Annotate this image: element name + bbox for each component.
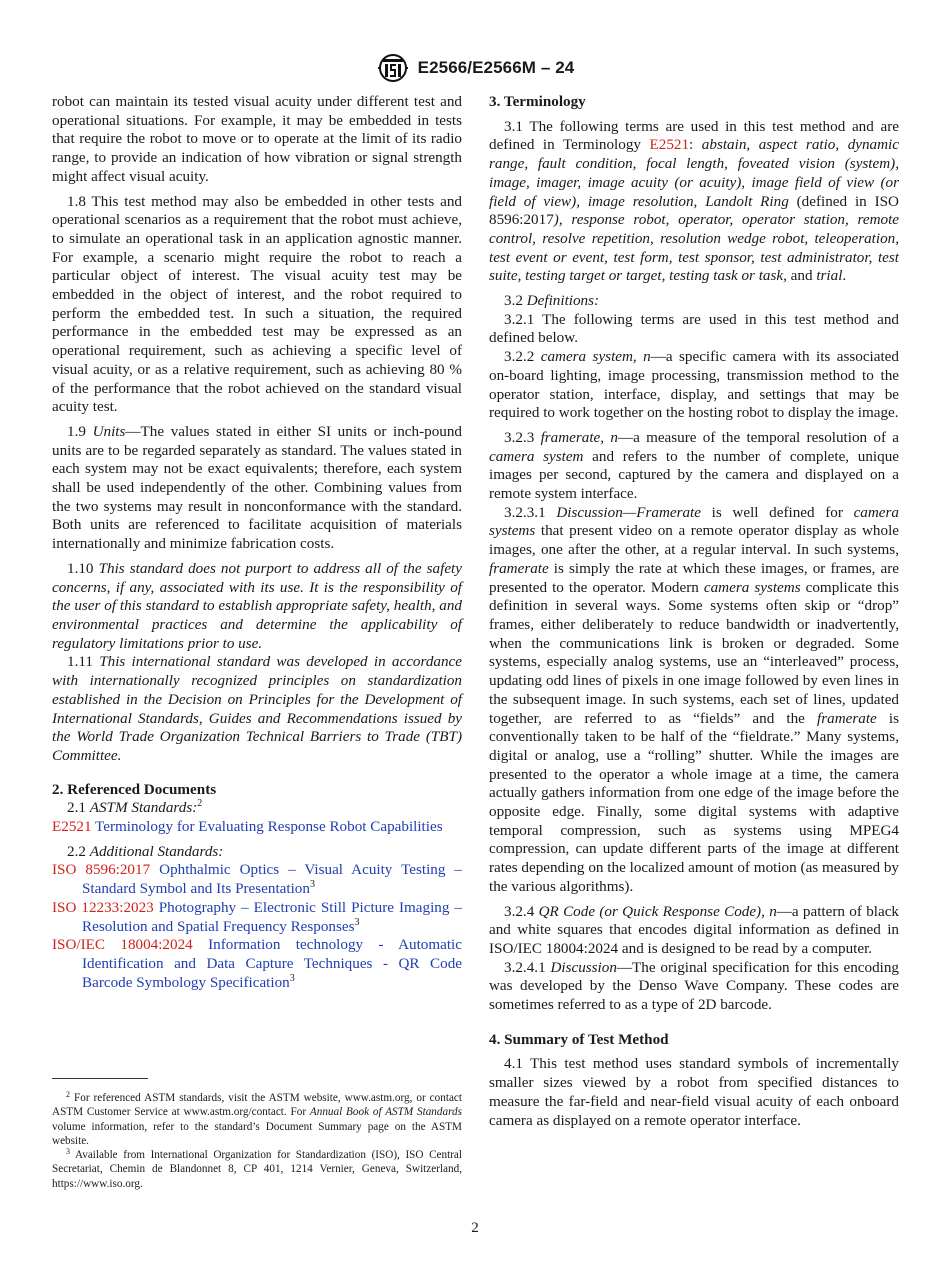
- paragraph-3-2-3-1: 3.2.3.1 Discussion—Framerate is well defined for camera systems that present video on a remote operator display as whole images, one after the other, at a regular interval. In such systems, framerate is simply the rate at which these images, or frames, are presented to the operator. Modern camera systems complicate this definition in several ways. Some systems often skip or “drop” frames, either deliberately to reduce bandwidth or inadvertently, when the communications link is broken or degraded. Some systems, especially analog systems, use an “interleaved” process, updating odd lines of pixels in one image followed by even lines in the subsequent image. In such systems, each set of lines, updated together, are referred to as “fields” and the framerate is conventionally taken to be half of the “fieldrate.” Many systems, digital or analog, use a “rolling” shutter. While the images are presented to the operator a whole image at a time, the camera actually gathers information from one edge of the image before the opposite edge. Finally, some digital systems with adaptive temporal compression, such as systems using MPEG4 compression, can update different parts of the image at different rates depending on the localized amount of motion (as measured by the various algorithms).: [489, 503, 899, 895]
- reference-e2521: [52, 818, 462, 837]
- paragraph-3-2-4-1: 3.2.4.1 Discussion—The original specification for this encoding was developed by the Denso Wave Company. These codes are sometimes referred to as a type of 2D barcode.: [489, 958, 899, 1014]
- paragraph-1-10: 1.10 This standard does not purport to address all of the safety concerns, if any, associated with its use. It is the responsibility of the user of this standard to establish appropriate safety, health, and environmental practices and determine the applicability of regulatory limitations prior to use.: [52, 559, 462, 652]
- section-2-heading: 2. Referenced Documents: [52, 780, 217, 798]
- reference-e2521-code[interactable]: E2521: [52, 818, 92, 836]
- reference-iso-18004-title[interactable]: Information technology - Automatic Identification and Data Capture Techniques - QR Code Barcode Symbology Specification: [82, 936, 462, 991]
- footnote-3: $^3$ Available from International Organization for Standardization (ISO), ISO Central Secretariat, Chemin de Blandonnet 8, CP 401, 1214 Vernier, Geneva, Switzerland, https://www.iso.org.: [52, 1147, 462, 1190]
- subsection-2-1: 2.1 ASTM Standards:$^2$: [67, 798, 203, 817]
- paragraph-1-8: 1.8 This test method may also be embedded in other tests and operational scenarios as a requirement that the robot must achieve, to simulate an operational task in an application agnostic manner. For example, a scenario might require the robot to reach a particular object of interest. The visual acuity test may be embedded in the object of interest, and the robot required to perform the embedded test. In such a situation, the required performance in the embedded test may be expressed as an operational requirement, such as achieving a specific level of visual acuity, or as a relative requirement, such as achieving 80 % of the performance that the robot achieved on the standard visual acuity test.: [52, 192, 462, 416]
- reference-iso-8596-code[interactable]: ISO 8596:2017: [52, 861, 151, 879]
- right-column: [489, 93, 899, 1130]
- page-number: 2: [471, 1220, 479, 1236]
- paragraph-3-2-4: 3.2.4 QR Code (or Quick Response Code), n—a pattern of black and white squares that encodes digital information as defined in ISO/IEC 18004:2024 and is designed to be read by a computer.: [489, 902, 899, 957]
- footnotes: [52, 1091, 462, 1191]
- paragraph-3-2-1: 3.2.1 The following terms are used in this test method and defined below.: [489, 310, 899, 347]
- paragraph-4-1: 4.1 This test method uses standard symbols of incrementally smaller sizes viewed by a robot from specified distances to measure the far-field and near-field visual acuity of each onboard camera as displayed on a remote operator interface.: [489, 1055, 899, 1129]
- reference-iso-12233: ISO 12233:2023 Photography – Electronic Still Picture Imaging – Resolution and Spatial Frequency Responses$^3$: [52, 898, 462, 935]
- section-3-heading: 3. Terminology: [489, 93, 586, 110]
- terminology-e2521-link[interactable]: E2521: [649, 136, 690, 154]
- reference-iso-8596-title[interactable]: Ophthalmic Optics – Visual Acuity Testing – Standard Symbol and Its Presentation: [82, 861, 462, 898]
- reference-iso-18004: ISO/IEC 18004:2024 Information technology - Automatic Identification and Data Capture Techniques - QR Code Barcode Symbology Specification$^3$: [52, 936, 462, 991]
- footnote-2: $^2$ For referenced ASTM standards, visit the ASTM website, www.astm.org, or contact ASTM Customer Service at www.astm.org/contact. For Annual Book of ASTM Standards volume information, refer to the standard’s Document Summary page on the ASTM website.: [52, 1090, 462, 1147]
- reference-iso-12233-code[interactable]: ISO 12233:2023: [52, 898, 154, 916]
- reference-iso-12233-title[interactable]: Photography – Electronic Still Picture Imaging – Resolution and Spatial Frequency Responses: [82, 898, 462, 935]
- page-header: [0, 52, 950, 84]
- left-column: [52, 93, 462, 992]
- reference-e2521-title[interactable]: Terminology for Evaluating Response Robot Capabilities: [95, 818, 443, 836]
- document-designation: E2566/E2566M – 24: [417, 58, 575, 77]
- paragraph-3-2-2: 3.2.2 camera system, n—a specific camera with its associated on-board lighting, image processing, transmission method to the operator station, interface, display, and settings that may be required to work together on the hosting robot to display the image.: [489, 348, 899, 422]
- astm-logo-icon: [376, 53, 410, 83]
- reference-iso-18004-code[interactable]: ISO/IEC 18004:2024: [52, 936, 193, 954]
- section-4-heading: 4. Summary of Test Method: [489, 1030, 669, 1048]
- paragraph-3-2-3: 3.2.3 framerate, n—a measure of the temporal resolution of a camera system and refers to the number of complete, unique images per second, captured by the camera and displayed on a remote system interface.: [489, 428, 899, 503]
- paragraph-1-7-continued: robot can maintain its tested visual acuity under different test and operational situations. For example, it may be embedded in tests that require the robot to move or to operate at the limit of its radio range, to provide an indication of how vibration or signal strength might affect visual acuity.: [52, 93, 462, 185]
- paragraph-3-1: 3.1 The following terms are used in this test method and are defined in Terminology E2521: abstain, aspect ratio, dynamic range, fault condition, focal length, foveated vision (system), image, imager, image acuity (or acuity), image field of view (or field of view), image resolution, Landolt Ring (defined in ISO 8596:2017), response robot, operator, operator station, remote control, resolve repetition, resolution wedge robot, teleoperation, test event or event, test form, test sponsor, test administrator, test suite, testing target or target, testing task or task, and trial.: [489, 117, 899, 285]
- paragraph-1-9: 1.9 Units—The values stated in either SI units or inch-pound units are to be regarded separately as standard. The values stated in each system may not be exact equivalents; therefore, each system shall be used independently of the other. Combining values from the two systems may result in nonconformance with the standard. Both units are referenced to facilitate acquisition of materials internationally and minimize fabrication costs.: [52, 422, 462, 553]
- reference-iso-8596: ISO 8596:2017 Ophthalmic Optics – Visual Acuity Testing – Standard Symbol and Its Presentation$^3$: [52, 861, 462, 898]
- footnote-separator: [52, 1078, 148, 1079]
- paragraph-1-11: 1.11 This international standard was developed in accordance with internationally recognized principles on standardization established in the Decision on Principles for the Development of International Standards, Guides and Recommendations issued by the World Trade Organization Technical Barriers to Trade (TBT) Committee.: [52, 653, 462, 764]
- paragraph-3-2: 3.2 Definitions:: [504, 292, 600, 310]
- subsection-2-2: 2.2 Additional Standards:: [67, 842, 224, 860]
